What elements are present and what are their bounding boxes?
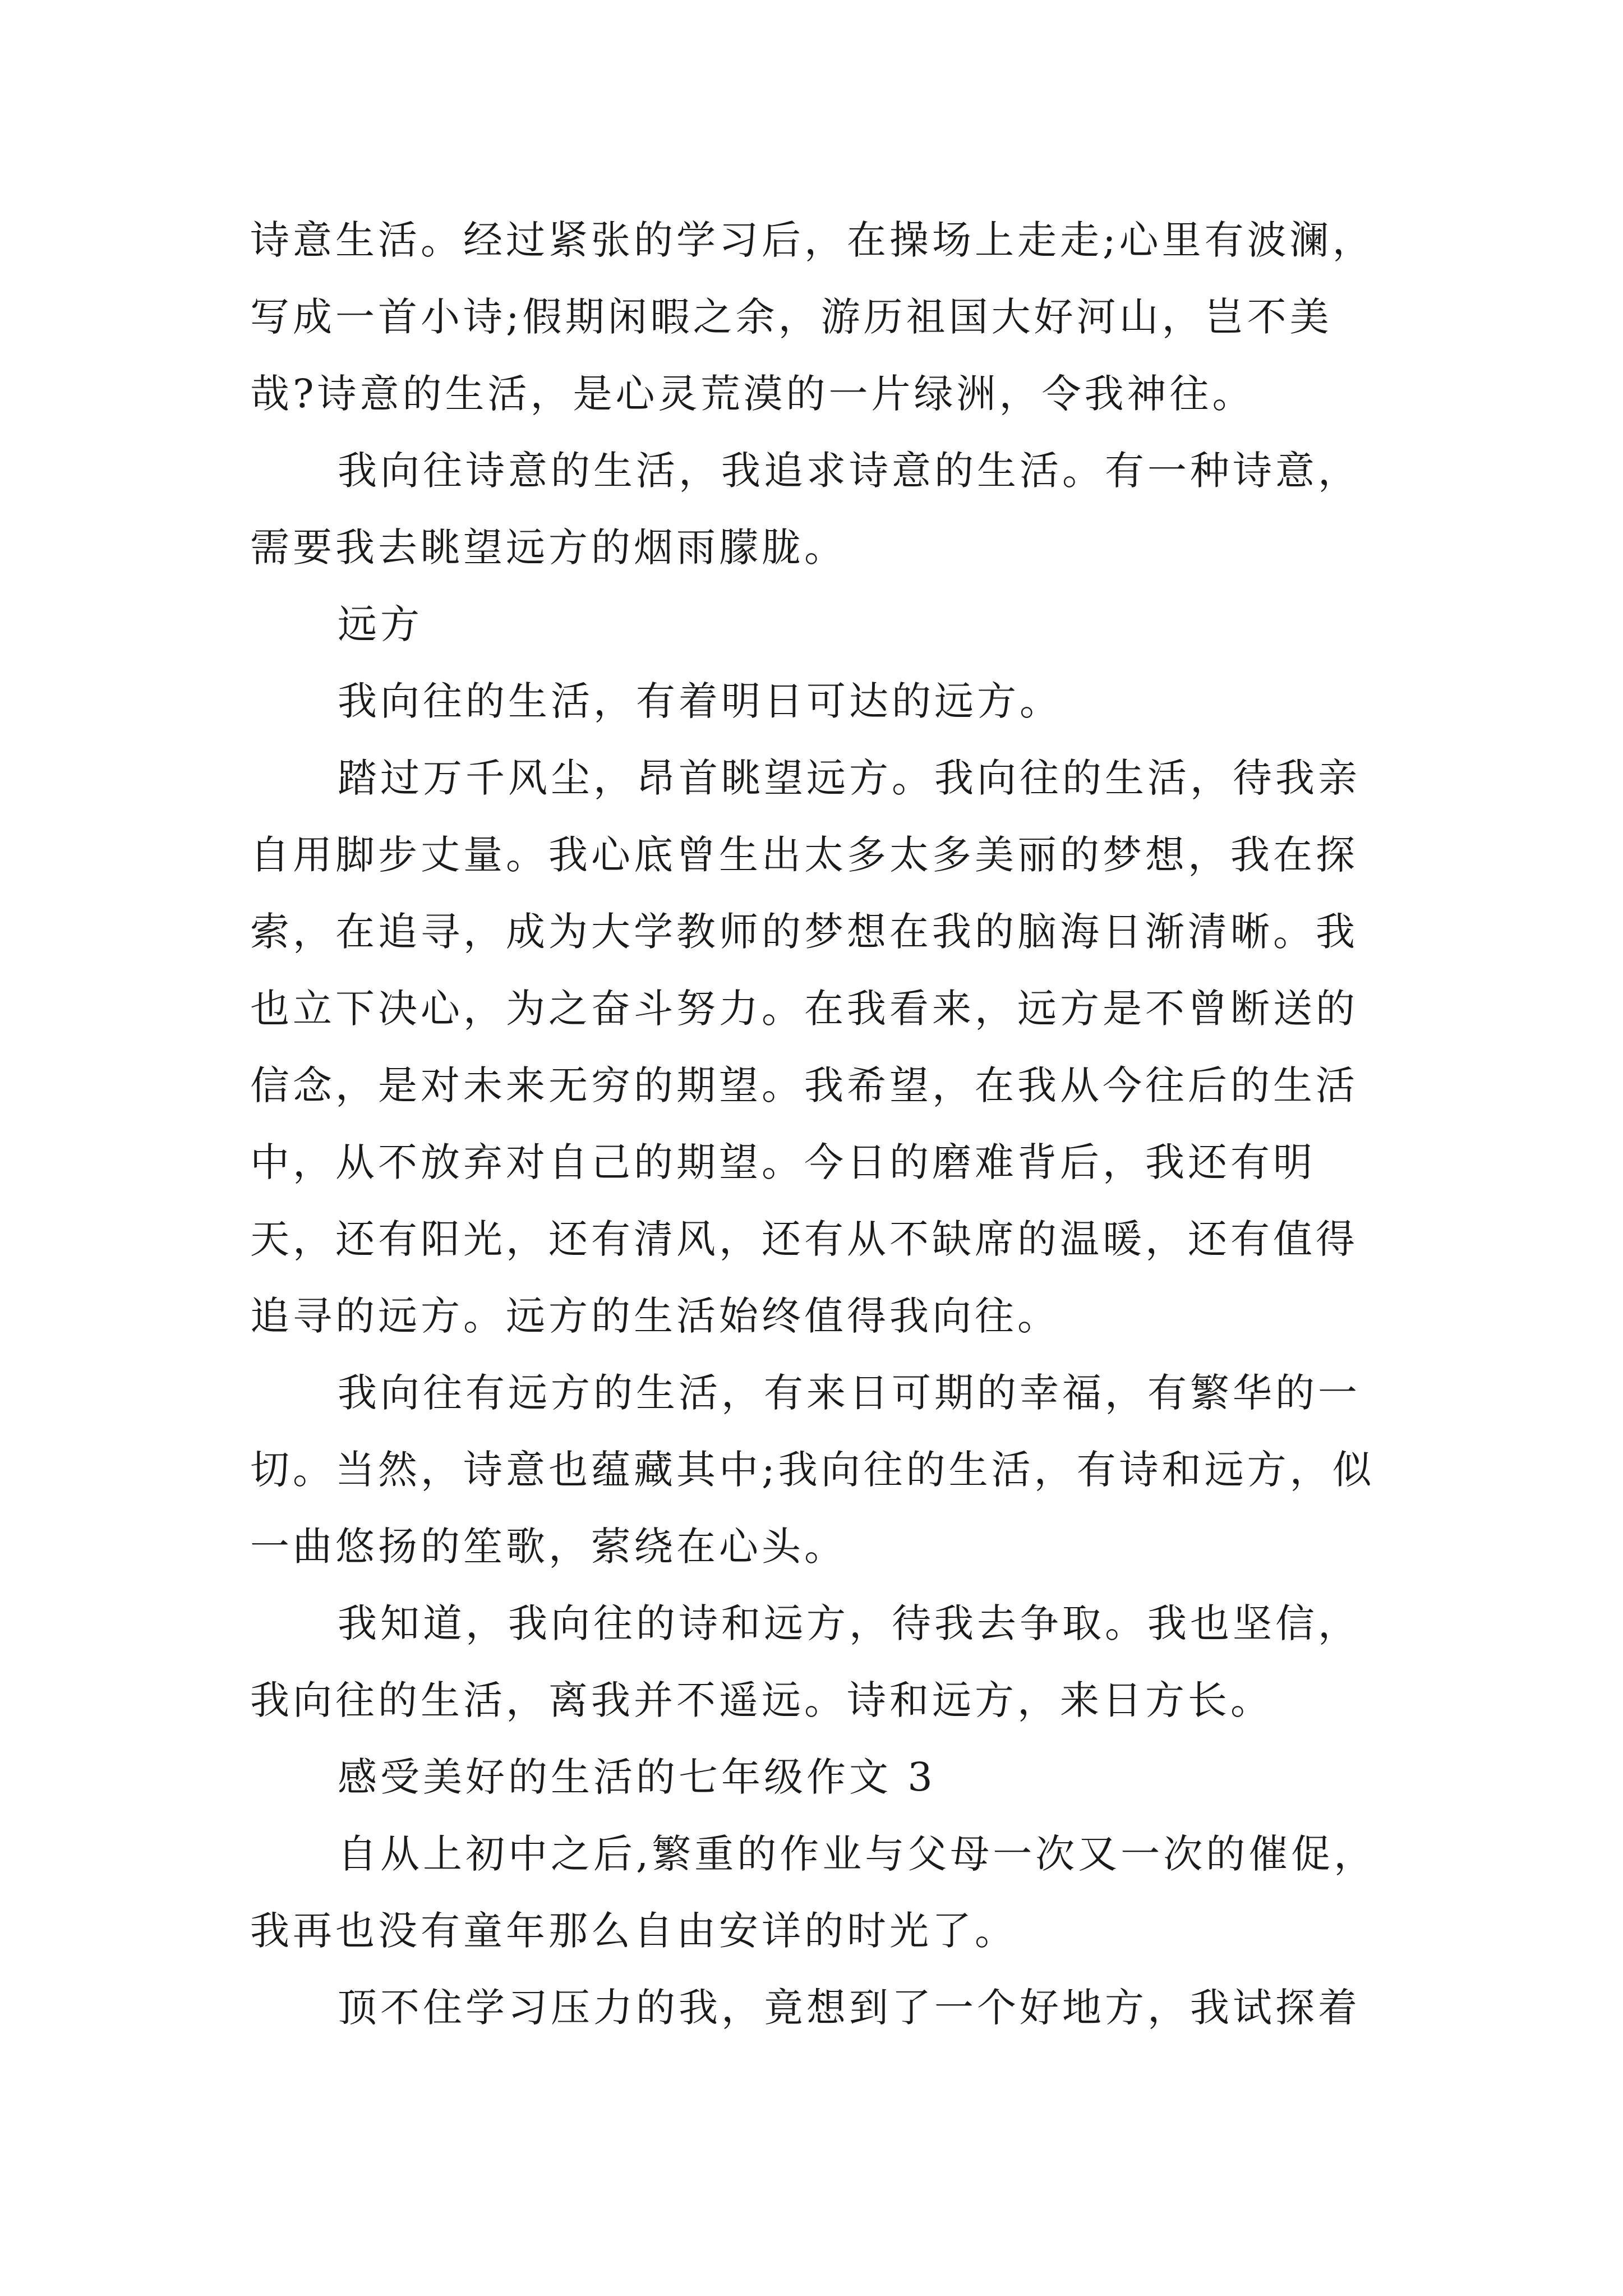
paragraph: 我向往诗意的生活，我追求诗意的生活。有一种诗意，需要我去眺望远方的烟雨朦胧。 — [250, 448, 1361, 570]
essay-title: 感受美好的生活的七年级作文 3 — [338, 1754, 936, 1800]
paragraph: 我知道，我向往的诗和远方，待我去争取。我也坚信，我向往的生活，离我并不遥远。诗和远方，来日方长。 — [250, 1600, 1361, 1723]
section-heading: 远方 — [338, 601, 423, 647]
paragraph: 踏过万千风尘，昂首眺望远方。我向往的生活，待我亲自用脚步丈量。我心底曾生出太多太多美丽的梦想，我在探索，在追寻，成为大学教师的梦想在我的脑海日渐清晰。我也立下决心，为之奋斗努力。在我看来，远方是不曾断送的信念，是对未来无穷的期望。我希望，在我从今往后的生活中，从不放弃对自己的期望。今日的磨难背后，我还有明天，还有阳光，还有清风，还有从不缺席的温暖，还有值得追寻的远方。远方的生活始终值得我向往。 — [250, 755, 1361, 1339]
paragraph: 我向往有远方的生活，有来日可期的幸福，有繁华的一切。当然，诗意也蕴藏其中;我向往的生活，有诗和远方，似一曲悠扬的笙歌，萦绕在心头。 — [250, 1370, 1375, 1570]
paragraph: 顶不住学习压力的我，竟想到了一个好地方，我试探着 — [338, 1985, 1361, 2031]
paragraph: 我向往的生活，有着明日可达的远方。 — [338, 678, 1062, 724]
paragraph: 自从上初中之后,繁重的作业与父母一次又一次的催促，我再也没有童年那么自由安详的时光了。 — [250, 1831, 1377, 1954]
essay-body — [250, 202, 1389, 2046]
paragraph-continuation: 诗意生活。经过紧张的学习后，在操场上走走;心里有波澜，写成一首小诗;假期闲暇之余，游历祖国大好河山，岂不美哉?诗意的生活，是心灵荒漠的一片绿洲，令我神往。 — [250, 217, 1375, 417]
